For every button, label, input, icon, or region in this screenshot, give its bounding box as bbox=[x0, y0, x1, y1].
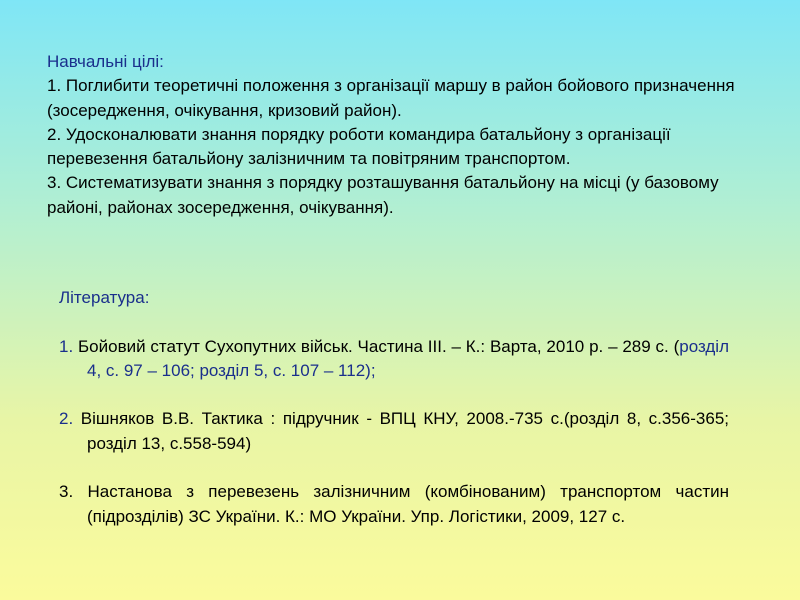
ref-number: 3. bbox=[59, 482, 74, 502]
learning-goals bbox=[47, 50, 757, 220]
literature-ref-3 bbox=[59, 480, 729, 529]
ref-number: 2. bbox=[59, 409, 74, 429]
ref-number: 1. bbox=[59, 336, 74, 356]
literature-ref-1 bbox=[59, 335, 729, 384]
literature-heading: Література: bbox=[59, 288, 150, 307]
goal-item-3: 3. Систематизувати знання з порядку розташування батальйону на місці (у базовому районі, районах зосередження, очікування). bbox=[47, 173, 719, 217]
goal-item-2: 2. Удосконалювати знання порядку роботи командира батальйону з організації перевезення батальйону залізничним та повітряним транспортом. bbox=[47, 124, 671, 169]
ref-chapters: розділ 4, с. 97 – 106; розділ 5, с. 107 – 112); bbox=[87, 336, 729, 380]
literature-section bbox=[59, 286, 729, 529]
ref-text: Бойовий статут Сухопутних військ. Частина ІІІ. – К.: Варта, 2010 р. – 289 с. ( bbox=[73, 336, 680, 356]
goals-heading: Навчальні цілі: bbox=[47, 52, 164, 71]
literature-ref-2 bbox=[59, 407, 729, 456]
ref-text: Настанова з перевезень залізничним (комбінованим) транспортом частин (підрозділів) ЗС України. К.: МО України. Упр. Логістики, 2009, 127 с. bbox=[73, 482, 729, 526]
goal-item-1: 1. Поглибити теоретичні положення з організації маршу в район бойового призначення (зосередження, очікування, кризовий район). bbox=[47, 76, 735, 120]
ref-text: Вішняков В.В. Тактика : підручник - ВПЦ КНУ, 2008.-735 с.(розділ 8, с.356-365; розділ 13, с.558-594) bbox=[73, 409, 729, 453]
